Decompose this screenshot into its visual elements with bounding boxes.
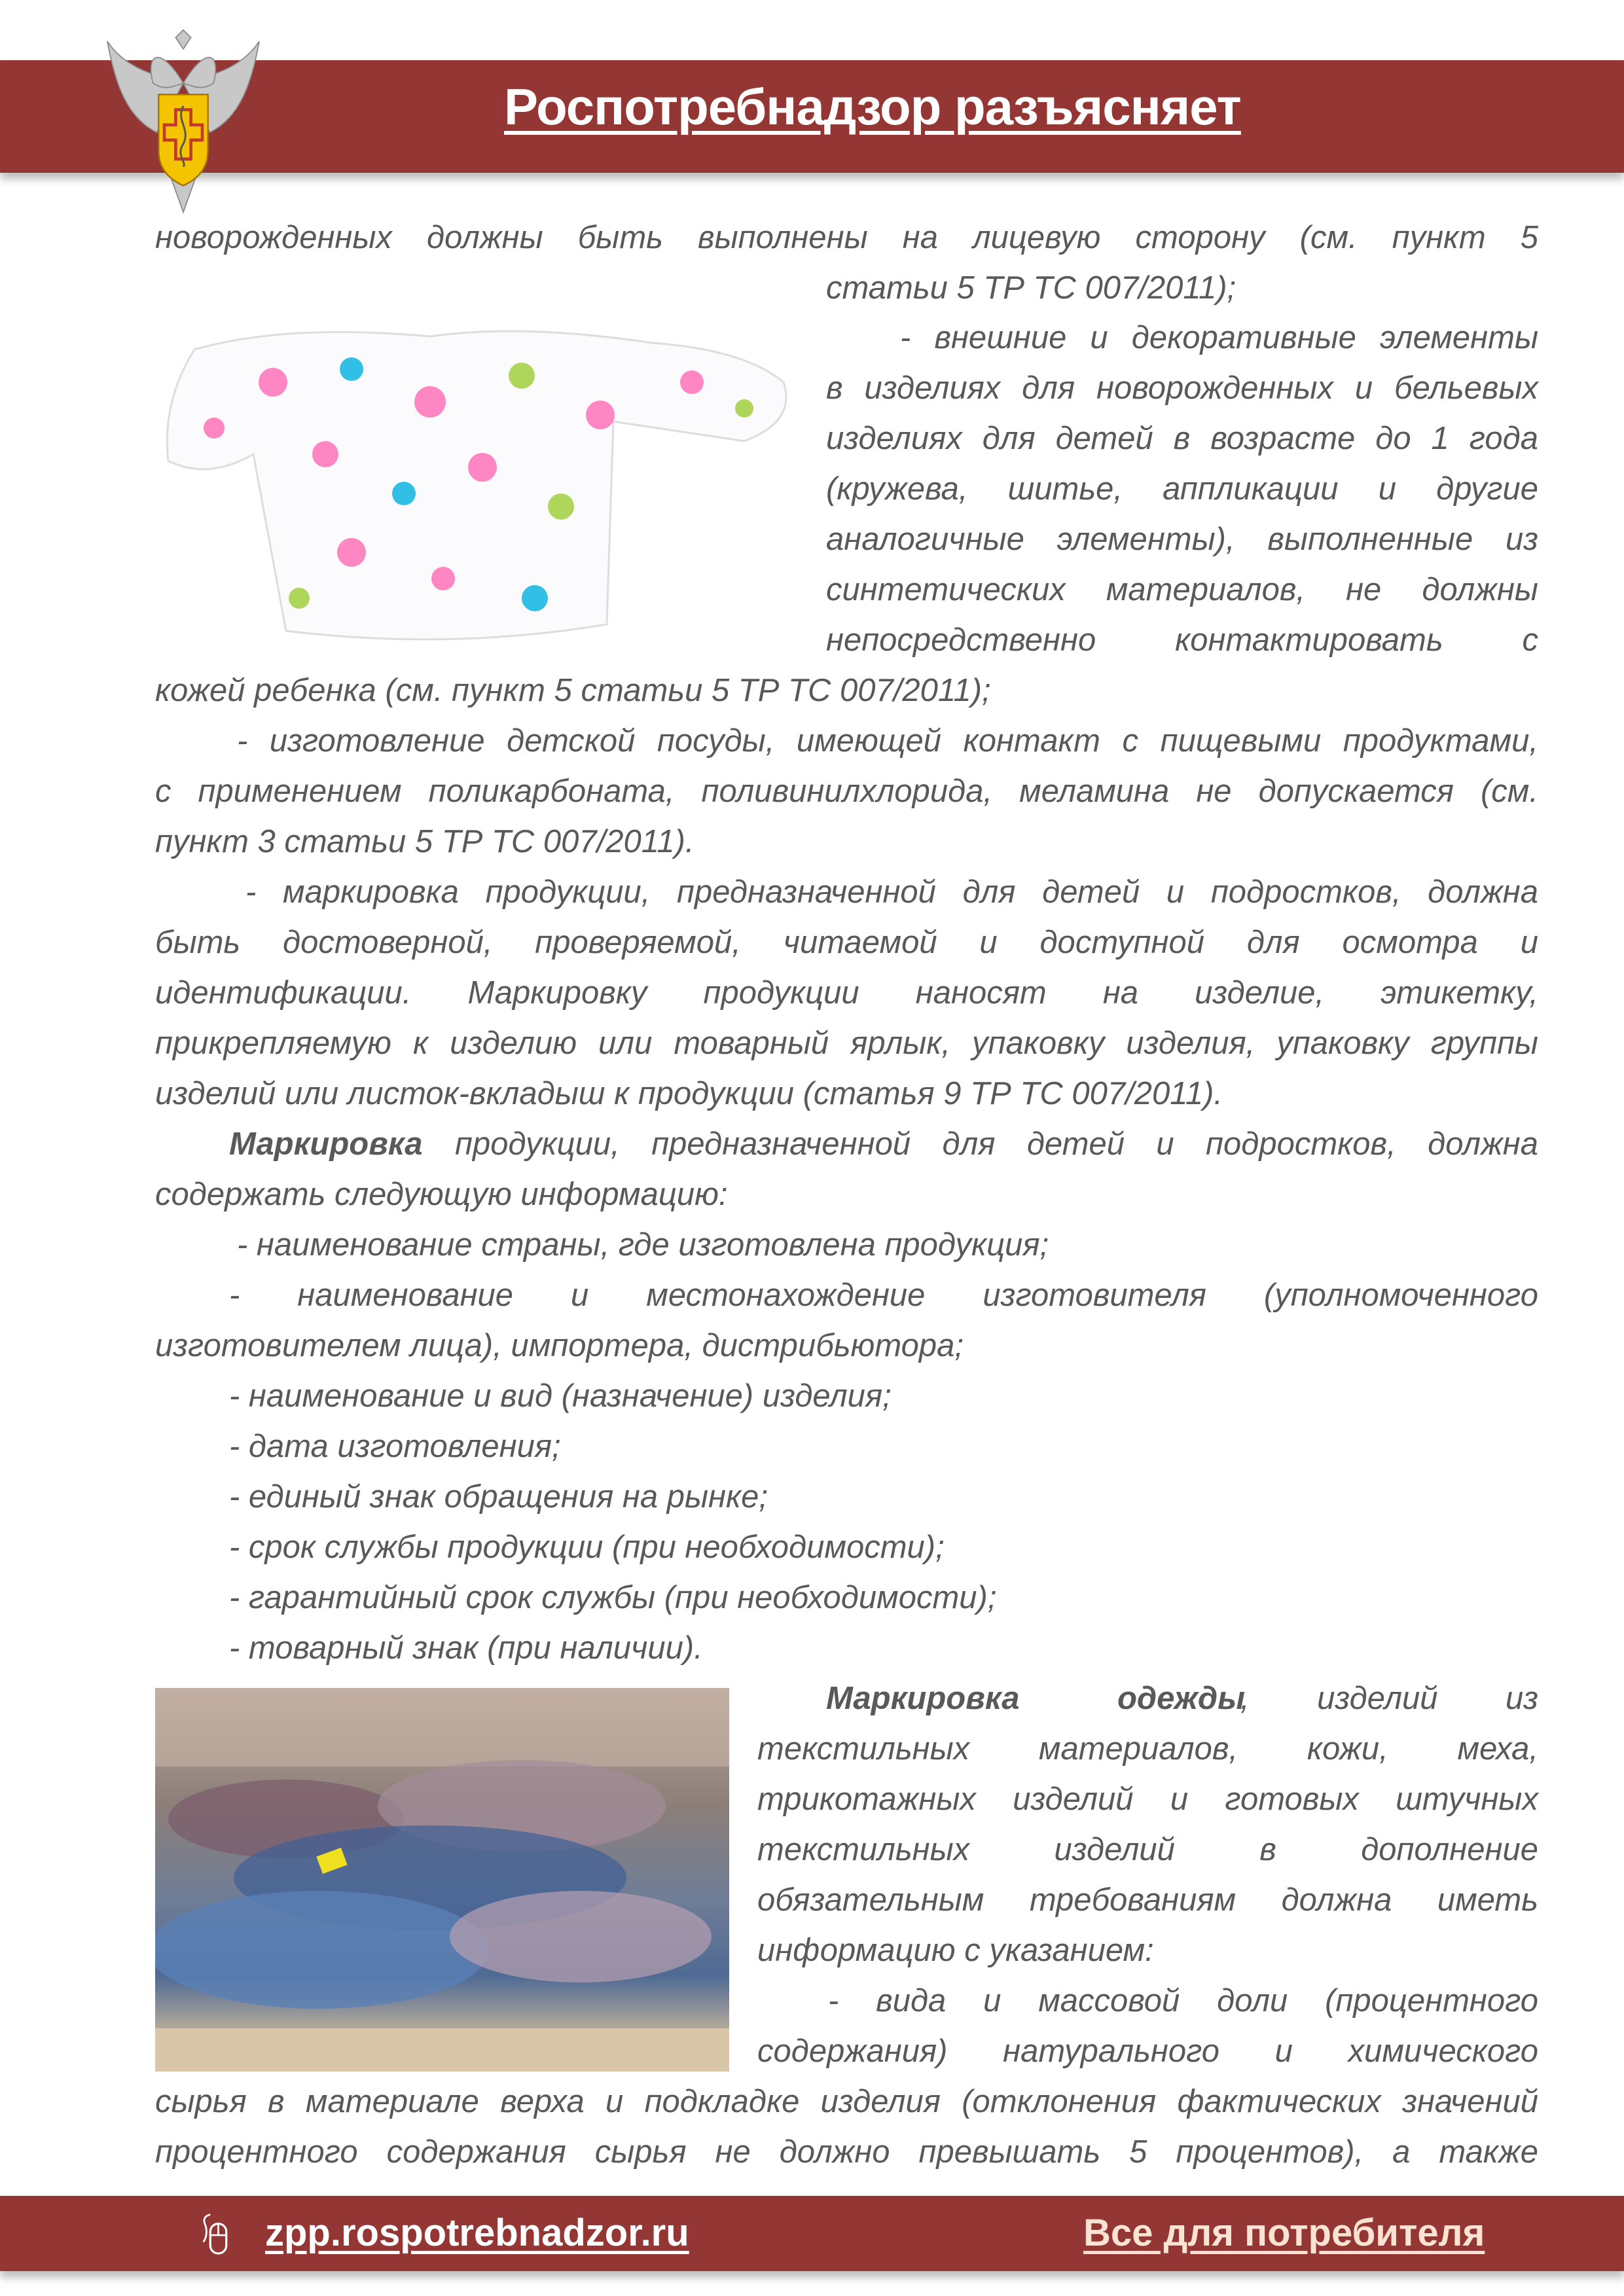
- double-headed-eagle-emblem-icon: [88, 26, 278, 216]
- text-line: - вида и массовой доли (процентного: [828, 1983, 1538, 2018]
- text-line: текстильных изделий в дополнение: [757, 1832, 1538, 1867]
- text-line: - срок службы продукции (при необходимости);: [229, 1530, 945, 1565]
- baby-shirt-photo: [155, 310, 803, 655]
- text-line: обязательным требованиям должна иметь: [757, 1882, 1538, 1918]
- clothes-pile-photo: [155, 1688, 729, 2072]
- text-line: трикотажных изделий и готовых штучных: [757, 1782, 1538, 1817]
- bold-marking-clothes: Маркировка одежды: [826, 1681, 1245, 1716]
- text-line: в изделиях для новорожденных и бельевых: [826, 370, 1538, 406]
- text-line: - гарантийный срок службы (при необходимости);: [229, 1580, 997, 1615]
- text-line: (кружева, шитье, аппликации и другие: [826, 471, 1538, 507]
- text-line: сырья в материале верха и подкладке изделия (отклонения фактических значений: [155, 2084, 1538, 2119]
- text-line: - наименование и вид (назначение) изделия;: [229, 1378, 892, 1414]
- text-line: пункт 3 статьи 5 ТР ТС 007/2011).: [155, 824, 695, 859]
- text-line: кожей ребенка (см. пункт 5 статьи 5 ТР ТС 007/2011);: [155, 673, 991, 708]
- text-line: непосредственно контактировать с: [826, 622, 1538, 658]
- text-line: быть достоверной, проверяемой, читаемой и доступной для осмотра и: [155, 925, 1538, 960]
- text-line: изделий или листок-вкладыш к продукции (статья 9 ТР ТС 007/2011).: [155, 1076, 1223, 1111]
- text-line: - изготовление детской посуды, имеющей контакт с пищевыми продуктами,: [237, 723, 1538, 759]
- text-line: содержания) натурального и химического: [757, 2034, 1538, 2069]
- text-line: , изделий из: [1240, 1681, 1538, 1716]
- page-title: Роспотребнадзор разъясняет: [504, 78, 1241, 135]
- bold-marking: Маркировка: [229, 1126, 423, 1162]
- text-line: информацию с указанием:: [757, 1933, 1154, 1968]
- text-line: аналогичные элементы), выполненные из: [826, 522, 1538, 557]
- text-line: - внешние и декоративные элементы: [900, 320, 1538, 355]
- text-line: текстильных материалов, кожи, меха,: [757, 1731, 1538, 1767]
- text-line: продукции, предназначенной для детей и подростков, должна: [455, 1126, 1538, 1162]
- text-line: изготовителем лица), импортера, дистрибьютора;: [155, 1328, 964, 1363]
- text-line: синтетических материалов, не должны: [826, 572, 1538, 607]
- text-line: - единый знак обращения на рынке;: [229, 1479, 768, 1515]
- text-line: изделиях для детей в возрасте до 1 года: [826, 421, 1538, 456]
- footer-slogan-link[interactable]: Все для потребителя: [1083, 2212, 1485, 2254]
- text-line: с применением поликарбоната, поливинилхлорида, меламина не допускается (см.: [155, 774, 1538, 809]
- text-line: содержать следующую информацию:: [155, 1177, 728, 1212]
- text-line: статьи 5 ТР ТС 007/2011);: [826, 270, 1236, 306]
- text-line: - наименование страны, где изготовлена продукция;: [237, 1227, 1049, 1263]
- footer-url-link[interactable]: zpp.rospotrebnadzor.ru: [265, 2212, 689, 2254]
- text-line: прикрепляемую к изделию или товарный ярлык, упаковку изделия, упаковку группы: [155, 1026, 1538, 1061]
- text-line: - товарный знак (при наличии).: [229, 1630, 703, 1666]
- text-line: новорожденных должны быть выполнены на лицевую сторону (см. пункт 5: [155, 220, 1538, 255]
- computer-mouse-icon: [196, 2212, 236, 2258]
- text-line: идентификации. Маркировку продукции наносят на изделие, этикетку,: [155, 975, 1538, 1011]
- text-line: - наименование и местонахождение изготовителя (уполномоченного: [229, 1278, 1538, 1313]
- text-line: - маркировка продукции, предназначенной для детей и подростков, должна: [245, 874, 1538, 910]
- text-line: процентного содержания сырья не должно превышать 5 процентов), а также: [155, 2134, 1538, 2170]
- text-line: - дата изготовления;: [229, 1429, 561, 1464]
